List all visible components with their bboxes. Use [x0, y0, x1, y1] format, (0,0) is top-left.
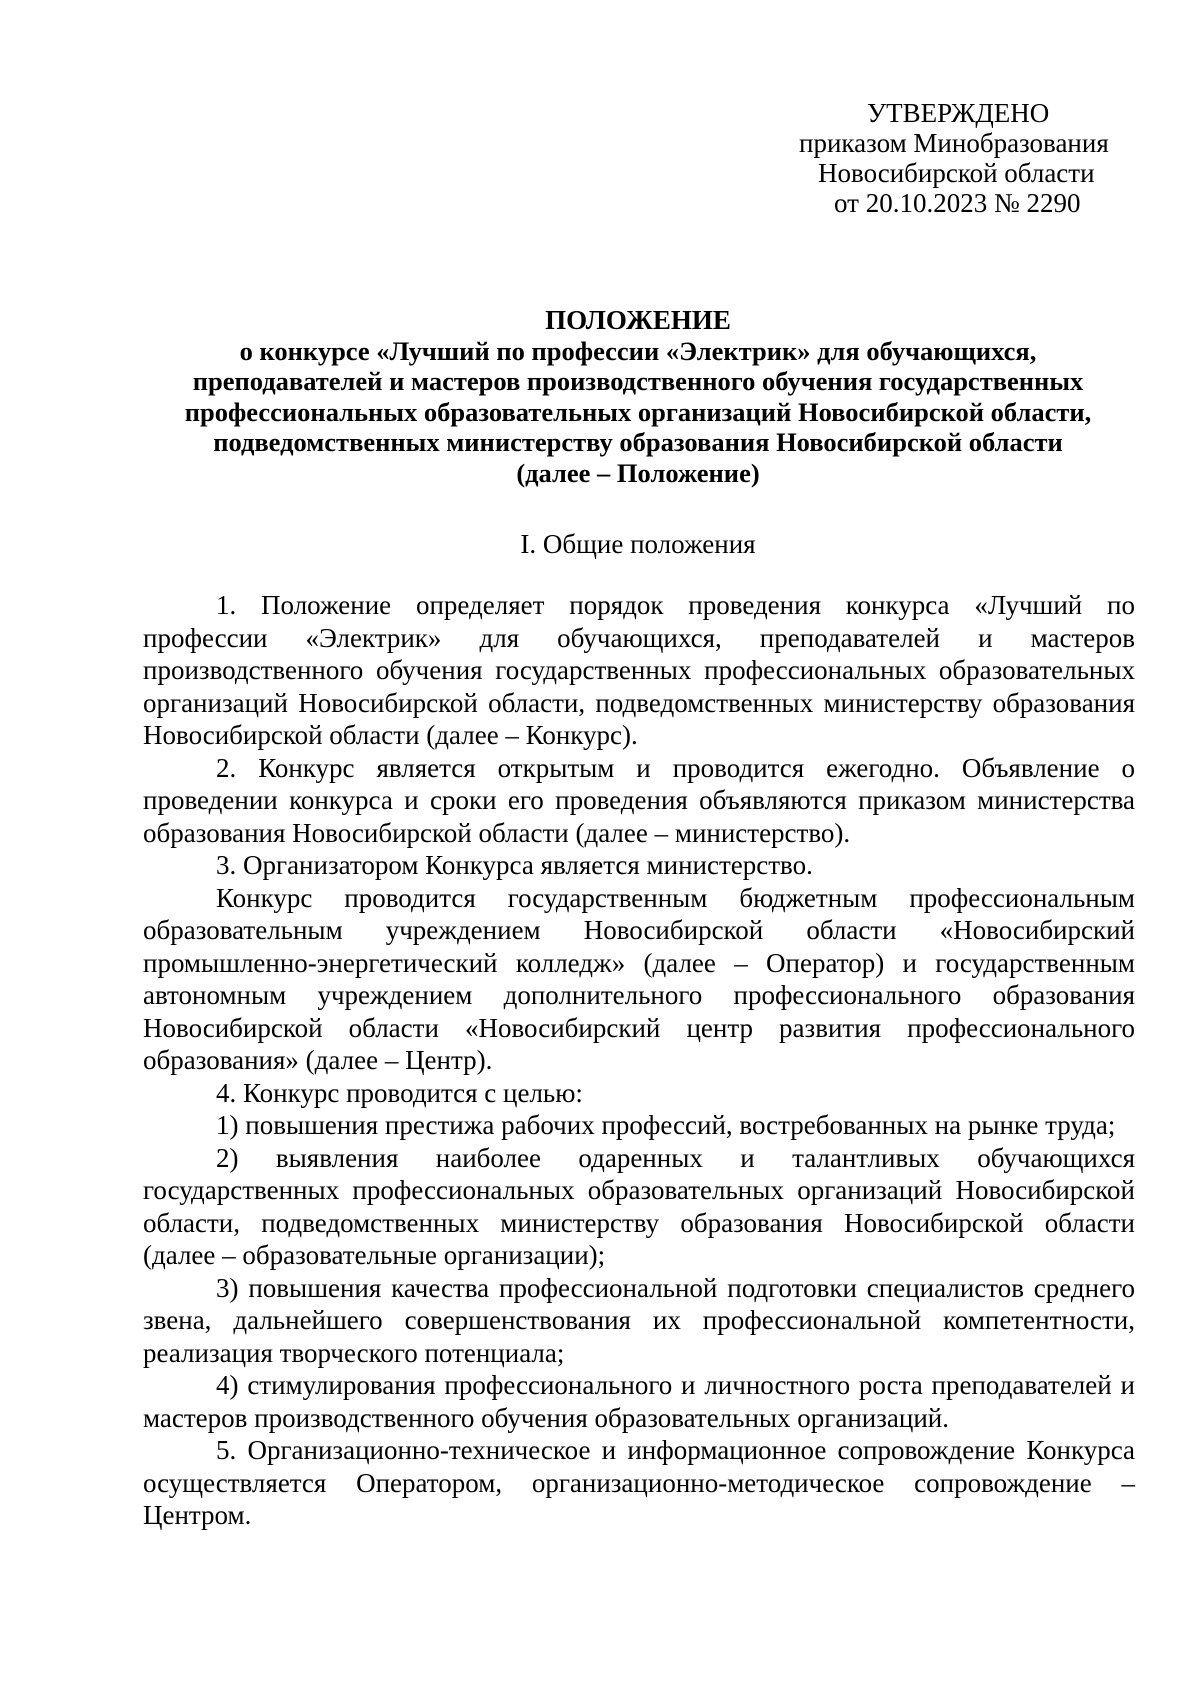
- section-heading: I. Общие положения: [520, 529, 756, 559]
- title-line: (далее – Положение): [516, 457, 760, 488]
- paragraph-2: 2. Конкурс является открытым и проводится ежегодно. Объявление о проведении конкурса и сроки его проведения объявляются приказом министерства образования Новосибирской области (далее – министерство).: [143, 752, 1135, 848]
- goal-item-4: 4) стимулирования профессионального и личностного роста преподавателей и мастеров производственного обучения образовательных организаций.: [143, 1370, 1135, 1433]
- title-heading: ПОЛОЖЕНИЕ: [545, 305, 731, 335]
- approval-order: приказом Минобразования: [799, 128, 1109, 158]
- approval-region: Новосибирской области: [818, 158, 1095, 188]
- paragraph-4: 4. Конкурс проводится с целью:: [216, 1077, 583, 1108]
- title-line: преподавателей и мастеров производственного обучения государственных: [192, 366, 1084, 396]
- document-body: [143, 589, 1135, 1532]
- approval-date-number: от 20.10.2023 № 2290: [834, 188, 1081, 218]
- title-line: о конкурсе «Лучший по профессии «Электрик» для обучающихся,: [239, 335, 1037, 366]
- goal-item-2: 2) выявления наиболее одаренных и талантливых обучающихся государственных профессиональных образовательных организаций Новосибирской области, подведомственных министерству образования Новосибирской области (далее – образовательные организации);: [143, 1142, 1135, 1270]
- goal-item-3: 3) повышения качества профессиональной подготовки специалистов среднего звена, дальнейшего совершенствования их профессиональной компетентности, реализация творческого потенциала;: [143, 1272, 1135, 1368]
- goal-item-1: 1) повышения престижа рабочих профессий, востребованных на рынке труда;: [216, 1110, 1116, 1140]
- title-line: подведомственных министерству образования Новосибирской области: [213, 427, 1063, 457]
- paragraph-3-operator: Конкурс проводится государственным бюджетным профессиональным образовательным учреждением Новосибирской области «Новосибирский промышленно-энергетический колледж» (далее – Оператор) и государственным автономным учреждением дополнительного профессионального образования Новосибирской области «Новосибирский центр развития профессионального образования» (далее – Центр).: [143, 882, 1135, 1075]
- title-line: профессиональных образовательных организаций Новосибирской области,: [184, 396, 1092, 427]
- approval-stamp: [760, 98, 1160, 218]
- paragraph-1: 1. Положение определяет порядок проведения конкурса «Лучший по профессии «Электрик» для обучающихся, преподавателей и мастеров производственного обучения государственных профессиональных образовательных организаций Новосибирской области, подведомственных министерству образования Новосибирской области (далее – Конкурс).: [143, 590, 1135, 750]
- paragraph-5: 5. Организационно-техническое и информационное сопровождение Конкурса осуществляется Оператором, организационно-методическое сопровождение – Центром.: [143, 1435, 1135, 1530]
- document-title: [141, 305, 1135, 488]
- paragraph-3: 3. Организатором Конкурса является министерство.: [216, 850, 813, 880]
- approval-title: УТВЕРЖДЕНО: [867, 98, 1050, 128]
